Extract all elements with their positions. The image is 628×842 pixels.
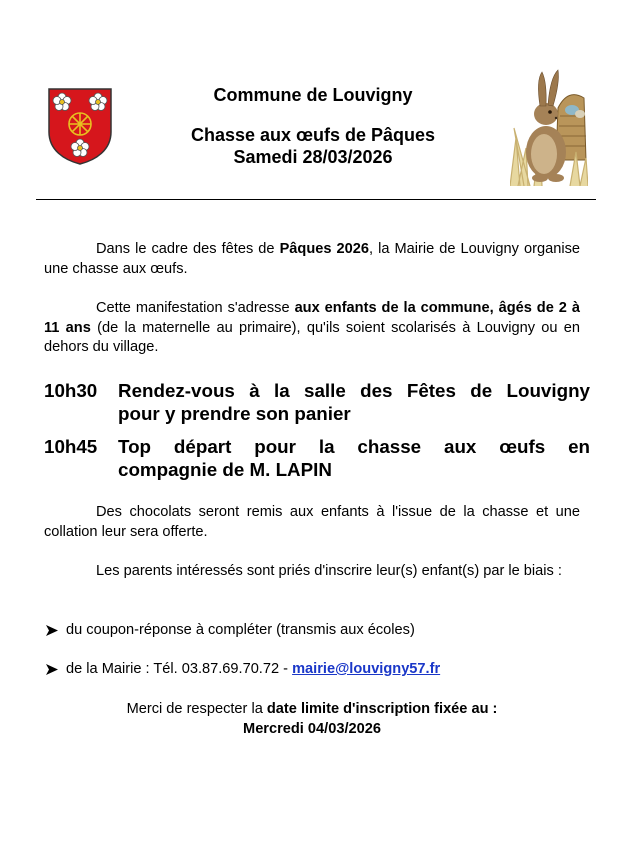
schedule-text-line1: Rendez-vous à la salle des Fêtes de Louvigny (118, 380, 590, 401)
intro-paragraph-2 (44, 299, 580, 358)
chocolate-paragraph (44, 503, 580, 542)
intro-p2-bold: aux enfants de la commune, âgés de 2 à 11 ans (44, 300, 580, 336)
bullet-mairie-text: de la Mairie : Tél. 03.87.69.70.72 - (66, 661, 293, 677)
intro-p1-text-a: Dans le cadre des fêtes de (96, 241, 280, 257)
closing-note (44, 699, 580, 739)
closing-deadline-label: date limite d'inscription fixée au : (266, 701, 498, 717)
chocolate-text: Des chocolats seront remis aux enfants à l'issue de la chasse et une collation leur sera offerte. (44, 504, 580, 540)
schedule-text-line2: pour y prendre son panier (118, 403, 351, 424)
arrow-bullet-icon (44, 621, 60, 640)
event-date: Samedi 28/03/2026 (233, 147, 393, 167)
closing-text: Merci de respecter la (126, 701, 267, 717)
schedule-text-line2: compagnie de M. LAPIN (118, 459, 332, 480)
intro-p1-bold: Pâques 2026 (279, 241, 369, 257)
intro-p2-text-c: (de la maternelle au primaire), qu'ils soient scolarisés à Louvigny ou en dehors du village. (44, 319, 580, 355)
event-title: Chasse aux œufs de Pâques (190, 125, 436, 145)
registration-text: Les parents intéressés sont priés d'inscrire leur(s) enfant(s) par le biais : (96, 563, 562, 579)
intro-p1-text-c: , la Mairie de Louvigny organise une chasse aux œufs. (44, 241, 580, 277)
schedule-time: 10h30 (44, 380, 98, 401)
bullet-coupon-text: du coupon-réponse à compléter (transmis aux écoles) (66, 622, 415, 638)
commune-crest-logo (46, 86, 114, 166)
header-divider (36, 199, 596, 200)
arrow-bullet-icon (44, 660, 60, 679)
document-header (120, 84, 506, 168)
mairie-email-link[interactable]: mairie@louvigny57.fr (292, 661, 441, 677)
intro-paragraph-1 (44, 240, 580, 279)
commune-title: Commune de Louvigny (213, 85, 413, 105)
registration-paragraph (44, 562, 580, 582)
easter-hare-illustration (510, 68, 588, 186)
intro-p2-text-a: Cette manifestation s'adresse (96, 300, 295, 316)
schedule-time: 10h45 (44, 436, 98, 457)
closing-deadline-date: Mercredi 04/03/2026 (243, 721, 381, 737)
schedule-text-line1: Top départ pour la chasse aux œufs en (118, 436, 590, 457)
